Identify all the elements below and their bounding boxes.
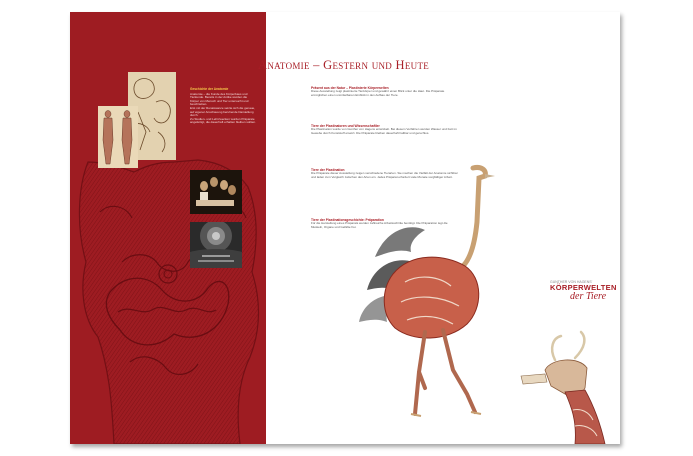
logo-pre-text: GUNTHER VON HAGENS' bbox=[550, 280, 593, 284]
exhibition-panel bbox=[70, 12, 620, 444]
logo-sub-text: der Tiere bbox=[570, 291, 607, 302]
history-body-3: Zu Studien- und Lehrzwecken wurden Präparate angefertigt, die dauerhaft erhalten bleiben sollten. bbox=[190, 116, 256, 125]
history-heading: Geschichte der Anatomie bbox=[190, 87, 229, 91]
history-body-2: Erst mit der Renaissance setzte sich die genaue, auf eigener Anschauung beruhende Darstellung durch. bbox=[190, 105, 256, 118]
section-3-heading: Tiere der Plastination bbox=[311, 168, 345, 172]
goat-plastinate-image bbox=[515, 330, 620, 444]
section-1 bbox=[311, 86, 458, 97]
section-2-heading: Tiere der Plastinatoren und Wissenschaftler bbox=[311, 124, 380, 128]
page-title: Anatomie – Gestern und Heute bbox=[258, 58, 430, 72]
muscle-figure-sketch-image bbox=[98, 106, 138, 168]
logo-main-text: KÖRPERWELTEN bbox=[550, 283, 617, 292]
section-1-heading: Präsent aus der Natur – Plastinierte Körperwelten bbox=[311, 86, 389, 90]
anatomical-theater-photo bbox=[190, 222, 242, 268]
history-text-block bbox=[190, 88, 256, 125]
section-1-body: Diese Ausstellung zeigt plastinierte Tierkörper und gewährt einen Blick unter die Haut. Die Präparate ermöglichen einen unmittelbaren Einblick in den Aufbau der Tiere. bbox=[311, 89, 445, 97]
anatomy-lesson-painting bbox=[190, 170, 242, 214]
section-2 bbox=[311, 124, 458, 135]
section-4-heading: Tiere der Plastinationsgeschichte: Präparation bbox=[311, 218, 384, 222]
section-2-body: Die Plastination wurde von Gunther von Hagens entwickelt. Bei diesem Verfahren werden Wasser und Fett im Gewebe durch Kunststoff ersetzt. Die Präparate bleiben dauerhaft haltbar und geruchlos. bbox=[311, 127, 457, 135]
section-3-body: Die Präparate dieser Ausstellung zeigen verschiedene Tierarten. Sie machen die Vielfalt der Anatomie sichtbar und laden zum Vergleich zwischen den Arten ein. Jedes Präparat erfordert viele Monate sorgfältiger Arbeit. bbox=[311, 171, 458, 179]
section-4-body: Für die Herstellung eines Präparats werden zahlreiche Arbeitsschritte benötigt. Die Präparation legt die Muskeln, Organe und Gefäße frei. bbox=[311, 221, 448, 229]
ostrich-plastinate-image bbox=[355, 162, 505, 424]
history-body-1: Anatomie – die Kunde des Körperbaus und Tierkunde. Bereits in der Antike wurden die Körper von Mensch und Tier untersucht und beschrieben. bbox=[190, 91, 249, 107]
koerperwelten-logo bbox=[550, 280, 617, 302]
red-side-panel bbox=[70, 12, 266, 444]
